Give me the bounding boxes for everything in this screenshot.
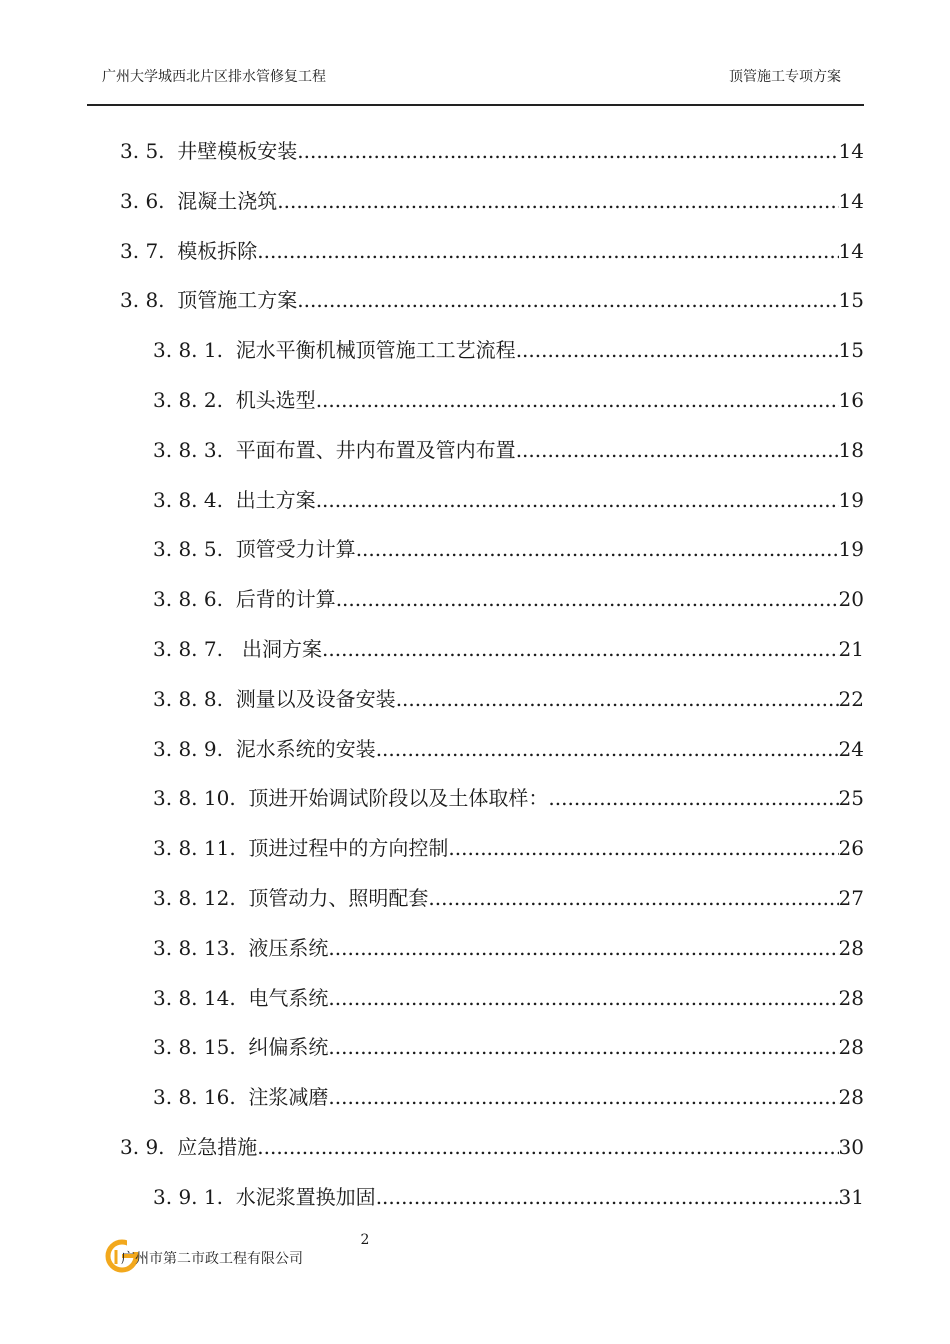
toc-entry-title: 顶管施工方案 — [177, 288, 298, 313]
toc-entry-title: 出洞方案 — [235, 637, 323, 661]
toc-entry[interactable] — [0, 635, 864, 663]
toc-dot-leader — [428, 884, 838, 912]
toc-entry-title: 泥水平衡机械顶管施工工艺流程 — [235, 338, 516, 363]
toc-dot-leader — [297, 286, 838, 314]
toc-dot-leader — [277, 187, 838, 215]
toc-entry-title: 混凝土浇筑 — [177, 188, 278, 213]
toc-entry[interactable] — [0, 336, 864, 364]
toc-dot-leader — [548, 784, 838, 812]
toc-entry-page: 24 — [838, 736, 864, 761]
toc-entry-page: 28 — [838, 985, 864, 1010]
toc-entry-title: 顶进开始调试阶段以及土体取样： — [248, 786, 549, 811]
toc-dot-leader — [316, 386, 839, 414]
toc-entry-page: 15 — [838, 338, 864, 363]
toc-dot-leader — [376, 1183, 839, 1211]
toc-entry[interactable] — [0, 386, 864, 414]
toc-dot-leader — [356, 535, 839, 563]
toc-entry-page: 14 — [838, 188, 864, 213]
toc-entry-number: 3. 8. 5. — [153, 537, 223, 562]
toc-entry-title: 液压系统 — [248, 935, 329, 960]
toc-entry-title: 机头选型 — [235, 388, 316, 412]
footer-company-name: 广州市第二市政工程有限公司 — [121, 1251, 303, 1267]
toc-entry-page: 14 — [838, 238, 864, 263]
toc-entry[interactable] — [0, 286, 864, 314]
toc-entry-number: 3. 8. 2. — [153, 388, 223, 412]
toc-entry-page: 18 — [838, 437, 864, 462]
toc-entry[interactable] — [0, 436, 864, 464]
toc-dot-leader — [376, 735, 839, 763]
toc-entry-number: 3. 9. — [120, 1135, 165, 1159]
toc-entry[interactable] — [0, 1183, 864, 1211]
page-header — [87, 64, 864, 106]
toc-dot-leader — [516, 336, 839, 364]
toc-entry-number: 3. 8. 13. — [153, 935, 236, 960]
toc-entry-page: 28 — [838, 1035, 864, 1060]
toc-dot-leader — [328, 1033, 838, 1061]
toc-dot-leader — [328, 984, 838, 1012]
toc-entry-title: 纠偏系统 — [248, 1035, 329, 1060]
toc-dot-leader — [328, 1083, 838, 1111]
toc-entry-title: 电气系统 — [248, 985, 329, 1010]
toc-dot-leader — [257, 1133, 838, 1161]
toc-entry-title: 顶管动力、照明配套 — [248, 886, 429, 910]
toc-entry-page: 22 — [838, 686, 864, 711]
toc-entry-page: 20 — [838, 587, 864, 612]
toc-entry-number: 3. 8. 8. — [153, 686, 223, 711]
toc-entry[interactable] — [0, 486, 864, 514]
toc-dot-leader — [257, 237, 838, 265]
toc-entry[interactable] — [0, 535, 864, 563]
toc-entry[interactable] — [0, 187, 864, 215]
toc-entry-number: 3. 9. 1. — [153, 1184, 223, 1209]
toc-entry-number: 3. 8. 7. — [153, 637, 223, 661]
toc-entry[interactable] — [0, 984, 864, 1012]
toc-entry[interactable] — [0, 585, 864, 613]
header-project-title: 广州大学城西北片区排水管修复工程 — [102, 69, 326, 85]
toc-entry[interactable] — [0, 735, 864, 763]
toc-entry-page: 26 — [838, 836, 864, 861]
toc-entry-number: 3. 8. 4. — [153, 487, 223, 512]
toc-dot-leader — [316, 486, 839, 514]
toc-entry-title: 后背的计算 — [235, 587, 336, 612]
toc-entry-title: 顶进过程中的方向控制 — [248, 836, 449, 861]
toc-entry-title: 水泥浆置换加固 — [235, 1184, 376, 1209]
toc-entry-title: 注浆减磨 — [248, 1085, 329, 1110]
toc-entry-page: 19 — [838, 487, 864, 512]
toc-entry-page: 30 — [838, 1135, 864, 1159]
toc-entry[interactable] — [0, 1133, 864, 1161]
page-number: 2 — [360, 1232, 370, 1248]
toc-entry-page: 31 — [838, 1184, 864, 1209]
toc-entry-page: 19 — [838, 537, 864, 562]
toc-dot-leader — [396, 685, 839, 713]
toc-entry-page: 28 — [838, 1085, 864, 1110]
toc-entry-page: 14 — [838, 139, 864, 163]
toc-entry-number: 3. 7. — [120, 238, 165, 263]
toc-dot-leader — [297, 137, 838, 165]
toc-entry[interactable] — [0, 884, 864, 912]
toc-dot-leader — [448, 834, 838, 862]
toc-dot-leader — [336, 585, 839, 613]
toc-entry[interactable] — [0, 137, 864, 165]
toc-entry-page: 16 — [838, 388, 864, 412]
toc-entry[interactable] — [0, 237, 864, 265]
toc-entry-page: 27 — [838, 886, 864, 910]
toc-entry-number: 3. 8. 1. — [153, 338, 223, 363]
page-footer — [105, 1238, 365, 1274]
toc-entry-page: 28 — [838, 935, 864, 960]
toc-entry-number: 3. 8. — [120, 288, 165, 313]
toc-dot-leader — [328, 934, 838, 962]
toc-entry-number: 3. 6. — [120, 188, 165, 213]
toc-entry[interactable] — [0, 934, 864, 962]
toc-entry-title: 出土方案 — [235, 487, 316, 512]
toc-entry[interactable] — [0, 1033, 864, 1061]
toc-entry[interactable] — [0, 685, 864, 713]
toc-entry-number: 3. 8. 12. — [153, 886, 236, 910]
toc-dot-leader — [322, 635, 839, 663]
toc-entry-title: 平面布置、井内布置及管内布置 — [235, 437, 516, 462]
toc-entry[interactable] — [0, 834, 864, 862]
toc-entry-number: 3. 8. 11. — [153, 836, 236, 861]
toc-entry-title: 应急措施 — [177, 1135, 258, 1159]
header-document-title: 顶管施工专项方案 — [729, 69, 841, 85]
toc-entry-title: 模板拆除 — [177, 238, 258, 263]
toc-entry-number: 3. 8. 16. — [153, 1085, 236, 1110]
toc-entry-number: 3. 8. 6. — [153, 587, 223, 612]
toc-entry-title: 顶管受力计算 — [235, 537, 356, 562]
toc-entry-title: 井壁模板安装 — [177, 139, 298, 163]
toc-entry-title: 测量以及设备安装 — [235, 686, 396, 711]
toc-dot-leader — [516, 436, 839, 464]
toc-entry-number: 3. 8. 14. — [153, 985, 236, 1010]
toc-entry-page: 21 — [838, 637, 864, 661]
toc-entry-page: 25 — [838, 786, 864, 811]
toc-entry-number: 3. 5. — [120, 139, 165, 163]
toc-entry[interactable] — [0, 1083, 864, 1111]
toc-entry-number: 3. 8. 9. — [153, 736, 223, 761]
toc-entry-number: 3. 8. 3. — [153, 437, 223, 462]
toc-entry-number: 3. 8. 15. — [153, 1035, 236, 1060]
toc-entry-title: 泥水系统的安装 — [235, 736, 376, 761]
toc-entry-number: 3. 8. 10. — [153, 786, 236, 811]
toc-entry[interactable] — [0, 784, 864, 812]
toc-entry-page: 15 — [838, 288, 864, 313]
